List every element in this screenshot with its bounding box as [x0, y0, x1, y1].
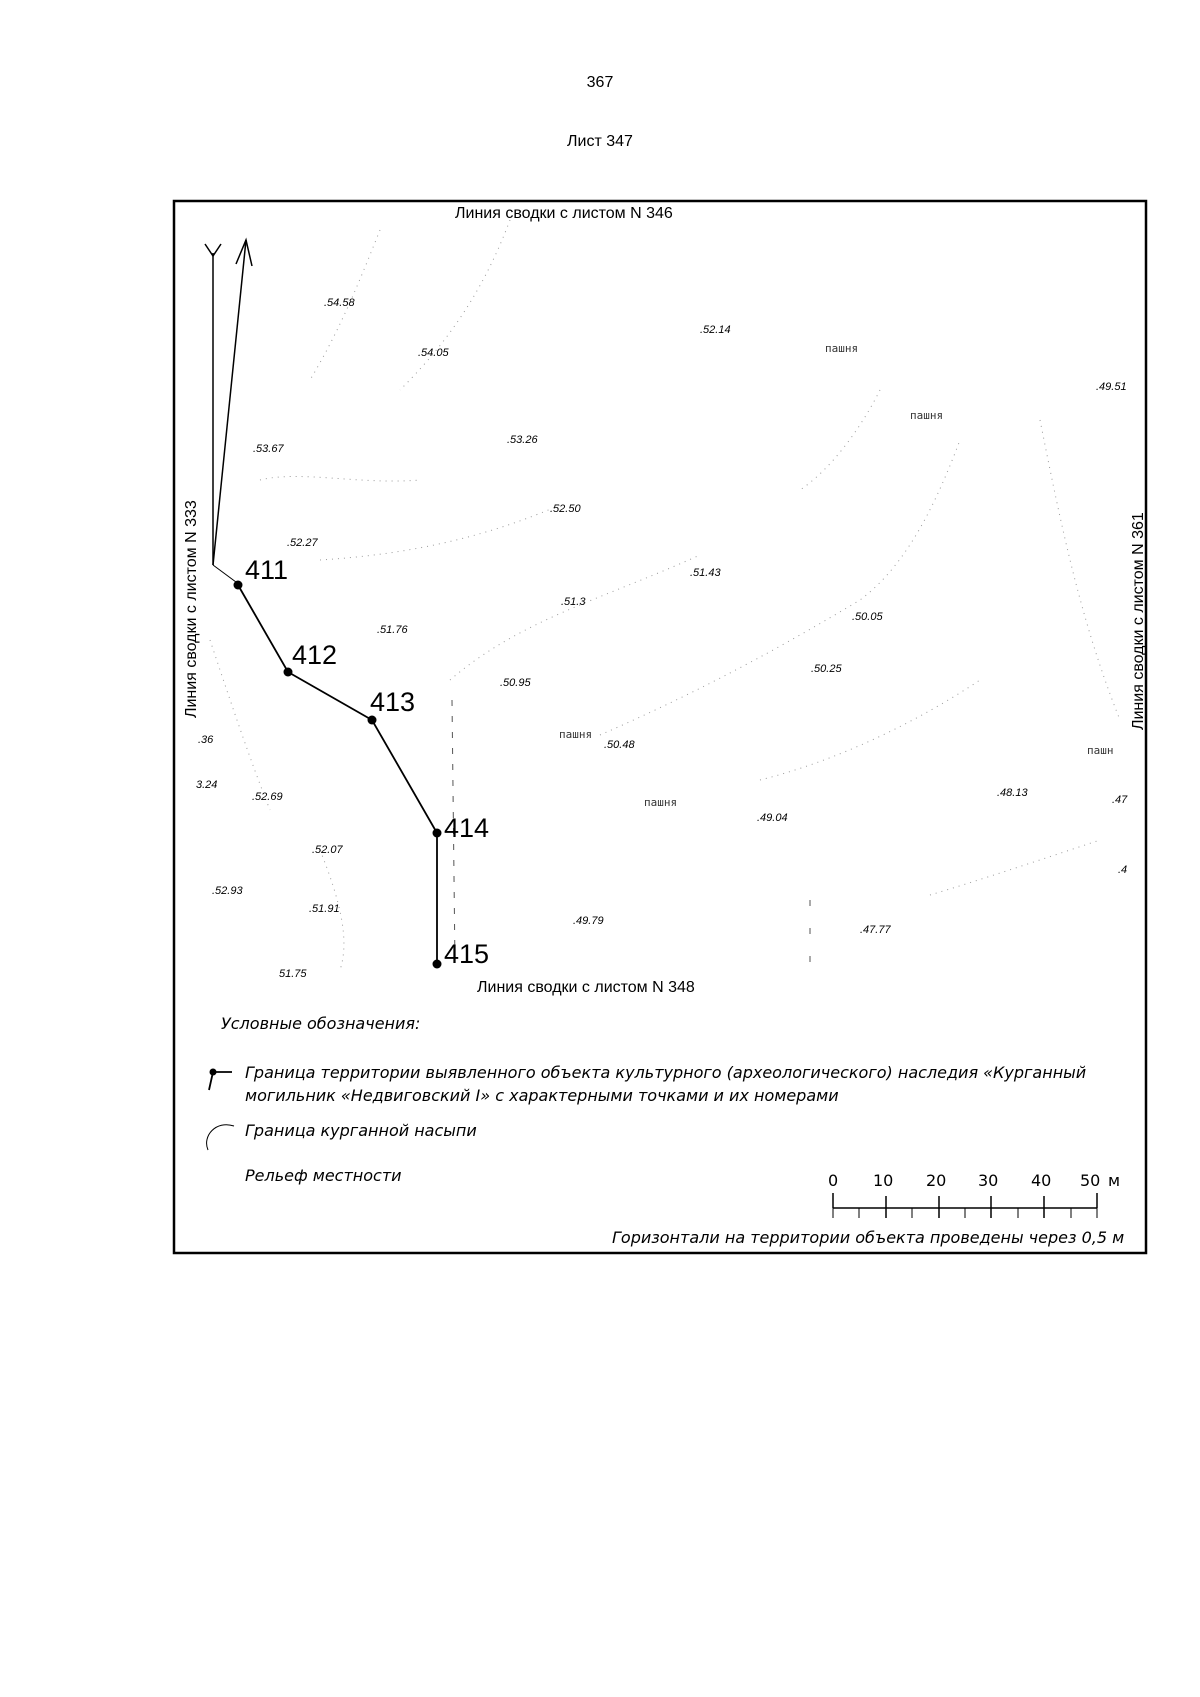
legend	[207, 1014, 1125, 1247]
elevation-mark: .50.48	[604, 739, 635, 751]
legend-mound: Граница курганной насыпи	[245, 1121, 477, 1140]
elevation-mark: 3.24	[196, 779, 218, 791]
north-arrow-icon	[205, 240, 252, 585]
edge-label-top: Линия сводки с листом N 346	[455, 205, 673, 222]
legend-relief: Рельеф местности	[245, 1166, 402, 1185]
landuse-label: пашня	[910, 409, 944, 422]
contour-lines	[210, 220, 1120, 970]
edge-label-right: Линия сводки с листом N 361	[1130, 512, 1147, 730]
scale-tick-label: 10	[873, 1171, 894, 1190]
scale-unit: м	[1108, 1171, 1121, 1190]
landuse-label: пашн	[1087, 744, 1114, 757]
scale-tick-label: 0	[828, 1171, 839, 1190]
edge-label-left: Линия сводки с листом N 333	[183, 500, 200, 718]
elevation-mark: .49.79	[573, 915, 604, 927]
landuse-label: пашня	[559, 728, 593, 741]
boundary-point-411	[234, 581, 243, 590]
point-label: 413	[370, 687, 416, 717]
contour-line	[400, 220, 510, 390]
legend-title: Условные обозначения:	[221, 1014, 421, 1033]
landuse-label: пашня	[825, 342, 859, 355]
elevation-mark: .52.93	[212, 885, 243, 897]
elevation-mark: .52.14	[700, 324, 731, 336]
contour-line	[260, 476, 420, 481]
boundary-symbol-icon	[209, 1069, 232, 1091]
contour-line	[320, 505, 560, 560]
boundary-point-414	[433, 829, 442, 838]
elevation-mark: .51.91	[309, 903, 340, 915]
elevation-mark: .52.69	[252, 791, 283, 803]
scale-tick-label: 20	[926, 1171, 947, 1190]
boundary-point-415	[433, 960, 442, 969]
page-number: 367	[586, 74, 614, 91]
boundary-points	[234, 555, 490, 969]
elevation-mark: .51.3	[561, 596, 586, 608]
elevation-mark: .50.05	[852, 611, 883, 623]
landuse-labels	[559, 342, 1114, 809]
contour-line	[800, 390, 880, 490]
spot-elevations	[196, 297, 1128, 980]
elevation-mark: .54.58	[324, 297, 355, 309]
legend-contour-note: Горизонтали на территории объекта проведены через 0,5 м	[612, 1228, 1125, 1247]
scale-bar	[828, 1171, 1120, 1218]
elevation-mark: .54.05	[418, 347, 449, 359]
contour-line	[1040, 420, 1120, 720]
mound-symbol-icon	[207, 1125, 234, 1150]
elevation-mark: .53.67	[253, 443, 284, 455]
contour-line	[760, 680, 980, 780]
contour-line	[600, 440, 960, 735]
legend-boundary-line2: могильник «Недвиговский I» с характерными точками и их номерами	[245, 1086, 839, 1105]
elevation-mark: .4	[1118, 864, 1128, 876]
point-label: 415	[444, 939, 490, 969]
contour-line	[930, 840, 1100, 895]
elevation-mark: .50.95	[500, 677, 531, 689]
elevation-mark: .49.51	[1096, 381, 1127, 393]
elevation-mark: .51.43	[690, 567, 721, 579]
point-label: 412	[292, 640, 338, 670]
contour-line	[210, 640, 270, 810]
scale-tick-label: 50	[1080, 1171, 1101, 1190]
point-label: 411	[245, 555, 289, 585]
elevation-mark: .53.26	[507, 434, 538, 446]
legend-boundary-line1: Граница территории выявленного объекта культурного (археологического) наследия «Курганный	[245, 1063, 1087, 1082]
elevation-mark: .52.27	[287, 537, 318, 549]
elevation-mark: .48.13	[997, 787, 1028, 799]
point-label: 414	[444, 813, 490, 843]
landuse-label: пашня	[644, 796, 678, 809]
scale-tick-label: 30	[978, 1171, 999, 1190]
elevation-mark: .51.76	[377, 624, 408, 636]
elevation-mark: 51.75	[279, 968, 307, 980]
elevation-mark: .47	[1112, 794, 1128, 806]
elevation-mark: .52.50	[550, 503, 581, 515]
elevation-mark: .50.25	[811, 663, 842, 675]
elevation-mark: .49.04	[757, 812, 788, 824]
sheet-title: Лист 347	[567, 133, 633, 150]
scale-tick-label: 40	[1031, 1171, 1052, 1190]
elevation-mark: .47.77	[860, 924, 891, 936]
elevation-mark: .36	[198, 734, 214, 746]
elevation-mark: .52.07	[312, 844, 343, 856]
edge-label-bottom: Линия сводки с листом N 348	[477, 979, 695, 996]
contour-line	[450, 555, 700, 680]
